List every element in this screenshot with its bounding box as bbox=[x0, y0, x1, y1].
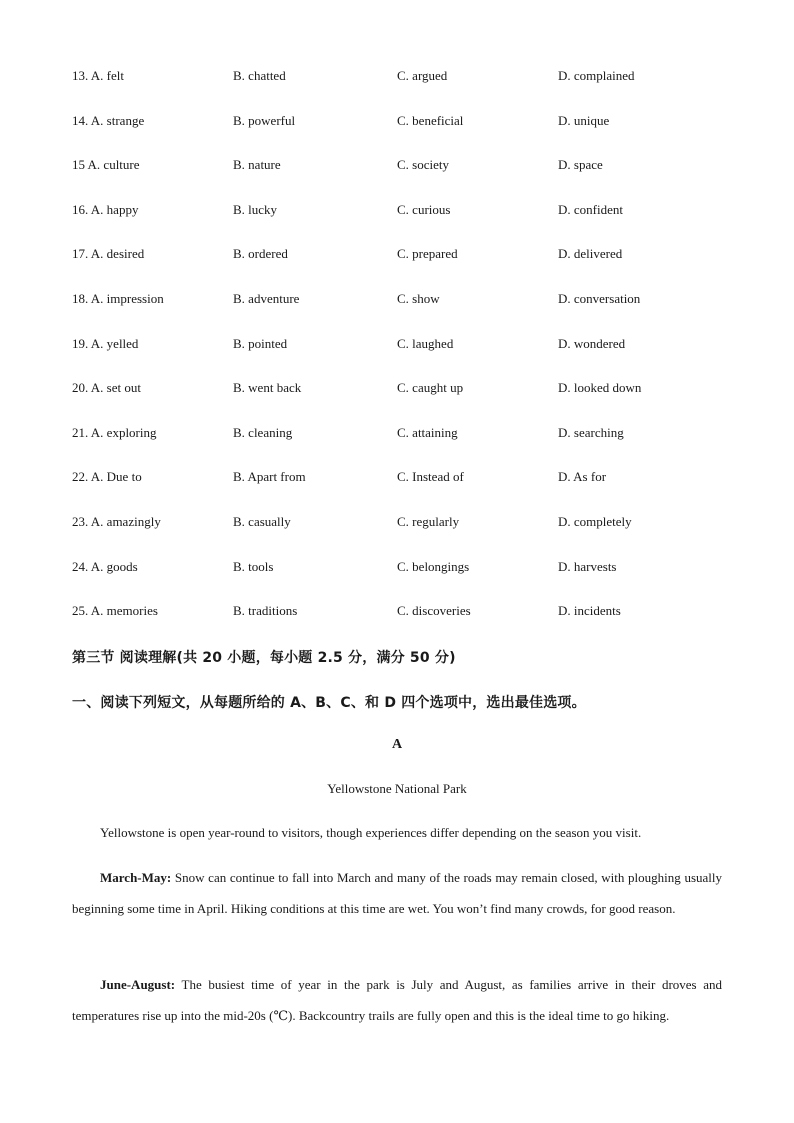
option-d: D. unique bbox=[558, 112, 610, 128]
option-c: C. argued bbox=[397, 68, 448, 83]
question-row bbox=[72, 514, 732, 532]
question-row bbox=[72, 246, 732, 264]
option-c: C. caught up bbox=[397, 380, 464, 396]
option-b: B. casually bbox=[233, 514, 291, 529]
option-a: 22. A. Due to bbox=[72, 469, 142, 485]
option-a: 15 A. culture bbox=[72, 157, 140, 173]
option-d: D. harvests bbox=[558, 558, 617, 574]
option-b: B. cleaning bbox=[233, 424, 293, 440]
option-c: C. beneficial bbox=[397, 112, 464, 128]
option-a: 18. A. impression bbox=[72, 291, 164, 306]
option-a: 16. A. happy bbox=[72, 201, 139, 217]
question-row bbox=[72, 202, 732, 220]
question-row bbox=[72, 425, 732, 443]
option-d: D. incidents bbox=[558, 603, 621, 619]
option-c: C. laughed bbox=[397, 335, 454, 351]
question-row bbox=[72, 113, 732, 131]
question-row bbox=[72, 157, 732, 175]
option-c: C. belongings bbox=[397, 558, 470, 574]
question-row bbox=[72, 336, 732, 354]
option-a: 24. A. goods bbox=[72, 558, 138, 574]
option-b: B. pointed bbox=[233, 335, 288, 351]
question-row bbox=[72, 291, 732, 309]
passage-title: Yellowstone National Park bbox=[327, 781, 467, 796]
option-b: B. chatted bbox=[233, 68, 286, 83]
option-c: C. regularly bbox=[397, 514, 460, 529]
paragraph-text: Snow can continue to fall into March and many of the roads may remain closed, with ploughing usually beginning some time in April. Hiking conditions at this time are wet. You won’t find many crowds, for good reason. bbox=[72, 870, 722, 916]
option-a: 13. A. felt bbox=[72, 68, 124, 83]
option-c: C. discoveries bbox=[397, 603, 471, 619]
option-d: D. confident bbox=[558, 201, 623, 217]
option-b: B. powerful bbox=[233, 112, 296, 128]
option-d: D. delivered bbox=[558, 246, 623, 262]
option-a: 17. A. desired bbox=[72, 246, 145, 262]
option-c: C. show bbox=[397, 291, 440, 306]
option-d: D. As for bbox=[558, 469, 607, 485]
option-d: D. space bbox=[558, 157, 603, 173]
option-d: D. wondered bbox=[558, 335, 626, 351]
question-row bbox=[72, 68, 732, 86]
option-b: B. ordered bbox=[233, 246, 288, 262]
option-b: B. lucky bbox=[233, 201, 278, 217]
option-d: D. completely bbox=[558, 514, 632, 529]
option-b: B. Apart from bbox=[233, 469, 306, 485]
option-b: B. adventure bbox=[233, 291, 300, 306]
option-b: B. tools bbox=[233, 558, 274, 574]
option-a: 14. A. strange bbox=[72, 112, 145, 128]
passage-intro: Yellowstone is open year-round to visitors, though experiences differ depending on the season you visit. bbox=[100, 825, 642, 840]
passage-letter: A bbox=[391, 737, 403, 752]
paragraph-text: The busiest time of year in the park is July and August, as families arrive in their droves and temperatures rise up into the mid-20s (℃). Backcountry trails are fully open and this is the ideal time to go hiking. bbox=[72, 977, 722, 1023]
question-row bbox=[72, 603, 732, 621]
option-b: B. went back bbox=[233, 380, 302, 396]
option-d: D. complained bbox=[558, 68, 635, 83]
option-a: 23. A. amazingly bbox=[72, 514, 161, 529]
section-heading: 第三节 阅读理解(共 20 小题，每小题 2.5 分，满分 50 分) bbox=[72, 650, 456, 666]
option-a: 19. A. yelled bbox=[72, 335, 139, 351]
option-c: C. Instead of bbox=[397, 469, 464, 485]
question-row bbox=[72, 469, 732, 487]
option-c: C. prepared bbox=[397, 246, 458, 262]
option-a: 25. A. memories bbox=[72, 603, 158, 619]
option-c: C. curious bbox=[397, 201, 451, 217]
question-row bbox=[72, 380, 732, 398]
passage-paragraph-march-may bbox=[72, 862, 722, 924]
option-d: D. conversation bbox=[558, 291, 641, 306]
option-c: C. society bbox=[397, 157, 449, 173]
option-d: D. searching bbox=[558, 424, 624, 440]
paragraph-label: March-May: bbox=[100, 870, 172, 885]
option-a: 21. A. exploring bbox=[72, 424, 157, 440]
instruction-heading: 一、阅读下列短文，从每题所给的 A、B、C、和 D 四个选项中，选出最佳选项。 bbox=[72, 695, 586, 711]
passage-paragraph-june-august bbox=[72, 969, 722, 1031]
option-b: B. traditions bbox=[233, 603, 298, 619]
option-b: B. nature bbox=[233, 157, 281, 173]
option-d: D. looked down bbox=[558, 380, 642, 396]
option-c: C. attaining bbox=[397, 424, 458, 440]
option-a: 20. A. set out bbox=[72, 380, 141, 396]
question-row bbox=[72, 559, 732, 577]
paragraph-label: June-August: bbox=[100, 977, 176, 992]
